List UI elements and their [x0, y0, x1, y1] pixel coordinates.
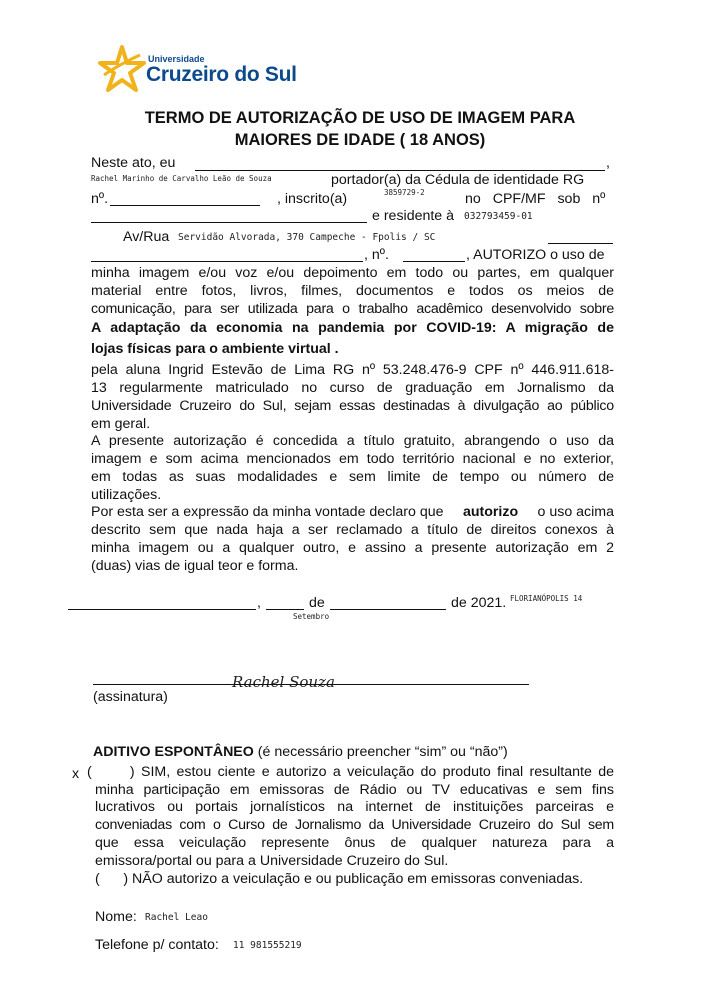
month-blank [330, 609, 446, 610]
name-value: Rachel Marinho de Carvalho Leão de Souza [91, 174, 272, 183]
paragraph-4-line1 [91, 504, 614, 520]
paragraph-2-line2: 13 regularmente matriculado no curso de graduação em Jornalismo da [91, 380, 614, 396]
date-comma: , [257, 595, 261, 611]
paragraph-3-line2: imagem e som acima mencionados em todo território nacional e no exterior, [91, 451, 614, 467]
paragraph-1-line2: material entre fotos, livros, filmes, documentos e todos os meios de [91, 283, 614, 299]
cpf-blank [91, 222, 367, 223]
number-label: , nº. [364, 247, 389, 263]
sim-line1: ( ) SIM, estou ciente e autorizo a veiculação do produto final resultante de [87, 764, 614, 780]
telefone-value: 11 981555219 [233, 940, 302, 951]
nao-line: ( ) NÃO autorizo a veiculação e ou publicação em emissoras conveniadas. [95, 871, 584, 887]
address-blank-2 [91, 261, 363, 262]
address-label: Av/Rua [123, 229, 170, 245]
document-title-line2: MAIORES DE IDADE ( 18 ANOS) [234, 131, 486, 149]
logo-line2: Cruzeiro do Sul [146, 63, 297, 86]
paragraph-1-line1: minha imagem e/ou voz e/ou depoimento em todo ou partes, em qualquer [91, 265, 614, 281]
paragraph-4-text-a: Por esta ser a expressão da minha vontade declaro que [91, 504, 444, 520]
paragraph-3-line1: A presente autorização é concedida a título gratuito, abrangendo o uso da [91, 433, 614, 449]
intro-text: Neste ato, eu [91, 155, 176, 171]
signature-line [93, 684, 529, 685]
paragraph-4-text-b: o uso acima [537, 504, 614, 520]
autorizo-text: , AUTORIZO o uso de [466, 247, 605, 263]
topic-line1: A adaptação da economia na pandemia por COVID-19: A migração de [91, 320, 614, 336]
portador-text: portador(a) da Cédula de identidade RG [331, 172, 585, 188]
rg-value: 3859729-2 [384, 188, 425, 197]
inscrito-text: , inscrito(a) [277, 191, 348, 207]
topic-line2: lojas físicas para o ambiente virtual . [91, 341, 339, 357]
nome-value: Rachel Leao [145, 912, 208, 923]
city-day-value: FLORIANÓPOLIS 14 [510, 594, 583, 603]
nome-label: Nome: [95, 909, 137, 925]
paragraph-2-line4: em geral. [91, 416, 151, 432]
date-de-1: de [309, 595, 325, 611]
date-de-2021: de 2021. [451, 595, 507, 611]
city-blank [68, 609, 256, 610]
paragraph-4-line4: (duas) vias de igual teor e forma. [91, 558, 299, 574]
rg-blank [110, 205, 260, 206]
sim-line4: conveniadas com o Curso de Jornalismo da Universidade Cruzeiro do Sul sem [95, 817, 614, 833]
sim-line2: minha participação em emissoras de Rádio ou TV educativas e sem fins [95, 782, 614, 798]
paragraph-4-bold: autorizo [462, 504, 519, 520]
paragraph-2-line3: Universidade Cruzeiro do Sul, sejam essas destinadas à divulgação ao público [91, 398, 614, 414]
document-title-line1: TERMO DE AUTORIZAÇÃO DE USO DE IMAGEM PARA [144, 109, 576, 127]
signature-label: (assinatura) [93, 689, 168, 705]
cpf-label: no CPF/MF sob nº [465, 191, 606, 207]
signature-value: Rachel Souza [232, 673, 335, 691]
cpf-value: 032793459-01 [464, 211, 533, 222]
address-value: Servidão Alvorada, 370 Campeche - Fpolis / SC [178, 232, 436, 243]
address-blank [548, 243, 613, 244]
sim-line3: lucrativos ou portais jornalísticos na internet de instituições parceiras e [95, 799, 614, 815]
paragraph-4-line3: minha imagem ou a qualquer outro, e assino a presente autorização em 2 [91, 540, 614, 556]
day-blank [266, 609, 304, 610]
aditivo-heading [93, 744, 508, 760]
paragraph-3-line4: utilizações. [91, 487, 162, 503]
name-blank [195, 170, 605, 171]
paragraph-2-line1: pela aluna Ingrid Estevão de Lima RG nº 53.248.476-9 CPF nº 446.911.618- [91, 362, 614, 378]
paragraph-3-line3: em todas as suas modalidades e sem limite de tempo ou número de [91, 469, 614, 485]
sim-mark: x [72, 766, 80, 782]
sim-line6: emissora/portal ou para a Universidade Cruzeiro do Sul. [95, 853, 449, 869]
star-logo-icon [98, 45, 146, 93]
sim-line5: que essa veiculação represente ônus de qualquer natureza para a [95, 835, 614, 851]
paragraph-1-line3: comunicação, para ser utilizada para o trabalho acadêmico desenvolvido sobre [91, 301, 614, 317]
number-blank [403, 261, 465, 262]
logo-line1: Universidade [148, 54, 205, 64]
rg-label: nº. [91, 191, 109, 207]
paragraph-4-line2: descrito sem que nada haja a ser reclamado a título de direitos conexos à [91, 522, 614, 538]
month-value: Setembro [293, 612, 330, 621]
aditivo-heading-rest: (é necessário preencher “sim” ou “não”) [257, 744, 508, 760]
telefone-label: Telefone p/ contato: [95, 937, 219, 953]
comma: , [606, 155, 610, 171]
aditivo-heading-bold: ADITIVO ESPONTÂNEO [93, 744, 254, 760]
residente-text: e residente à [372, 208, 455, 224]
